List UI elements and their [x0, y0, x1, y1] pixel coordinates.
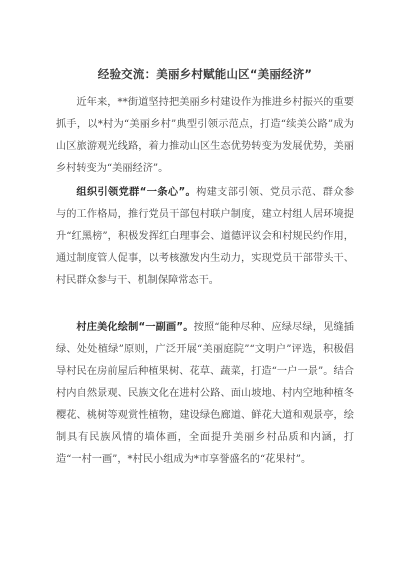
- paragraph-intro: [56, 92, 354, 180]
- paragraph-lead: 组织引领党群“一条心”。: [76, 187, 197, 198]
- paragraph-text: 近年来，**街道坚持把美丽乡村建设作为推进乡村振兴的重要抓手，以*村为“美丽乡村”典型引领示范点，打造“续美公路”成为山区旅游观光线路，着力推动山区生态优势转变为发展优势，美丽乡村转变为“美丽经济”。: [56, 97, 354, 174]
- paragraph-organization: [56, 182, 354, 292]
- paragraph-beautification: [56, 317, 354, 471]
- paragraph-lead: 村庄美化绘制“一副画”。: [76, 322, 194, 333]
- paragraph-text: 构建支部引领、党员示范、群众参与的工作格局，推行党员干部包村联户制度，建立村组人居环境提升“红黑榜”，积极发挥红白理事会、道德评议会和村规民约作用，通过制度管人促事，以考核激发内生动力，实现党员干部带头干、村民群众参与干、机制保障常态干。: [56, 187, 355, 286]
- paragraph-text: 按照“能种尽种、应绿尽绿，见缝插绿、处处植绿”原则，广泛开展“美丽庭院”“文明户”评选，积极倡导村民在房前屋后种植果树、花草、蔬菜，打造“一户一景”。结合村内自然景观、民族文化在进村公路、面山坡地、村内空地种植冬樱花、桃树等观赏性植物，建设绿色廊道、鲜花大道和观景亭，绘制具有民族风情的墙体画，全面提升美丽乡村品质和内涵，打造“一村一画”，*村民小组成为*市享誉盛名的“花果村”。: [56, 322, 354, 465]
- document-title: 经验交流：美丽乡村赋能山区“美丽经济”: [97, 67, 313, 81]
